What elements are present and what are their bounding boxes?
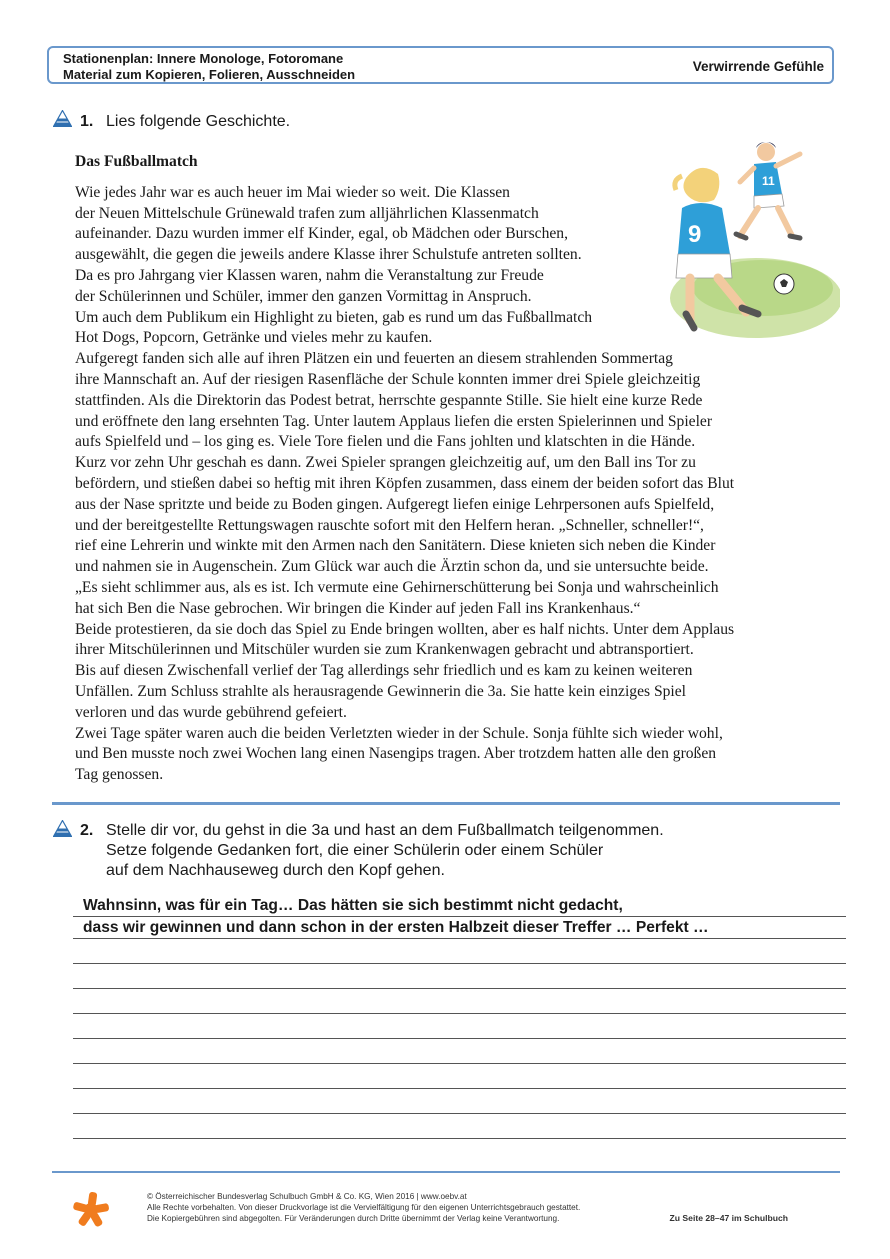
story-line: Zwei Tage später waren auch die beiden Verletzten wieder in der Schule. Sonja fühlte sich wieder wohl, — [75, 724, 723, 742]
story-line: verloren und das wurde gebührend gefeiert. — [75, 703, 347, 721]
header-line-2: Material zum Kopieren, Folieren, Ausschneiden — [63, 67, 356, 82]
task-2-number: 2. — [80, 822, 94, 839]
writing-line — [73, 916, 846, 917]
story-line: hat sich Ben die Nase gebrochen. Wir bringen die Kinder auf jeden Fall ins Krankenhaus.“ — [75, 599, 641, 617]
story-line: der Neuen Mittelschule Grünewald trafen zum alljährlichen Klassenmatch — [75, 204, 539, 222]
story-line: und Ben musste noch zwei Wochen lang einen Nasengips tragen. Aber trotzdem hatten alle den großen — [75, 745, 717, 763]
footer-divider — [52, 1171, 840, 1173]
svg-text:11: 11 — [762, 174, 775, 188]
writing-line — [73, 1038, 846, 1039]
writing-line — [73, 963, 846, 964]
pyramid-difficulty-icon — [53, 820, 72, 837]
story-line: und der bereitgestellte Rettungswagen rauschte sofort mit den Helfern heran. „Schneller, schneller!“, — [75, 516, 704, 534]
header-topic: Verwirrende Gefühle — [692, 59, 824, 74]
story-title: Das Fußballmatch — [75, 153, 198, 170]
writing-line — [73, 1138, 846, 1139]
story-line: und eröffnete den lang ersehnten Tag. Unter lautem Applaus liefen die ersten Spielerinnen und Spieler — [75, 412, 713, 430]
story-line: ihre Mannschaft an. Auf der riesigen Rasenfläche der Schule konnten immer drei Spiele gleichzeitig — [75, 370, 701, 388]
story-line: Hot Dogs, Popcorn, Getränke und vieles mehr zu kaufen. — [75, 329, 433, 347]
writing-line — [73, 1088, 846, 1089]
player-back-icon — [736, 142, 800, 238]
writing-line — [73, 1013, 846, 1014]
footer-line-1: © Österreichischer Bundesverlag Schulbuch GmbH & Co. KG, Wien 2016 | www.oebv.at — [147, 1192, 467, 1201]
footer-line-2: Alle Rechte vorbehalten. Von dieser Druckvorlage ist die Vervielfältigung für den eigenen Unterrichtsgebrauch gestattet. — [147, 1202, 581, 1212]
story-line: „Es sieht schlimmer aus, als es ist. Ich vermute eine Gehirnerschütterung bei Sonja und wahrscheinlich — [75, 578, 719, 596]
writing-line — [73, 988, 846, 989]
writing-line — [73, 1113, 846, 1114]
story-line: Unfällen. Zum Schluss strahlte als herausragende Gewinnerin die 3a. Sie hatte kein einziges Spiel — [75, 682, 687, 700]
story-line: ihrer Mitschülerinnen und Mitschüler wurden sie zum Krankenwagen gebracht und abtransportiert. — [75, 641, 694, 659]
story-line: Aufgeregt fanden sich alle auf ihren Plätzen ein und feuerten an diesem strahlenden Sommertag — [75, 350, 673, 368]
story-line: Da es pro Jahrgang vier Klassen waren, nahm die Veranstaltung zur Freude — [75, 266, 544, 284]
task-1-number: 1. — [80, 113, 94, 130]
task-2-line-1: Stelle dir vor, du gehst in die 3a und hast an dem Fußballmatch teilgenommen. — [106, 822, 664, 839]
prompt-line-1: Wahnsinn, was für ein Tag… Das hätten sie sich bestimmt nicht gedacht, — [83, 897, 623, 914]
story-line: der Schülerinnen und Schüler, immer den ganzen Vormittag in Anspruch. — [75, 287, 532, 305]
story-line: Beide protestieren, da sie doch das Spiel zu Ende bringen wollten, aber es half nichts. Unter dem Applaus — [75, 620, 735, 638]
writing-line — [73, 1063, 846, 1064]
task-2-instruction — [106, 821, 664, 881]
story-line: aufeinander. Dazu wurden immer elf Kinder, egal, ob Mädchen oder Burschen, — [75, 225, 568, 243]
writing-line — [73, 938, 846, 939]
story-line: stattfinden. Als die Direktorin das Podest betrat, herrschte gespannte Stille. Sie hielt eine kurze Rede — [75, 391, 703, 409]
oebv-logo-icon — [72, 1190, 110, 1230]
story-line: Wie jedes Jahr war es auch heuer im Mai wieder so weit. Die Klassen — [75, 183, 510, 201]
footer-line-3: Die Kopiergebühren sind abgegolten. Für Veränderungen durch Dritte übernimmt der Verlag keine Verantwortung. — [147, 1213, 560, 1223]
story-line: Kurz vor zehn Uhr geschah es dann. Zwei Spieler sprangen gleichzeitig auf, um den Ball ins Tor zu — [75, 454, 696, 472]
pyramid-difficulty-icon — [53, 110, 72, 127]
story-line: befördern, und stießen dabei so heftig mit ihren Köpfen zusammen, dass einem der beiden sofort das Blut — [75, 474, 735, 492]
story-line: Bis auf diesen Zwischenfall verlief der Tag allerdings sehr friedlich und es kam zu keinen weiteren — [75, 662, 693, 680]
section-divider — [52, 802, 840, 805]
story-line: Tag genossen. — [75, 766, 164, 784]
task-2-line-2: Setze folgende Gedanken fort, die einer Schülerin oder einem Schüler — [106, 842, 604, 859]
svg-text:9: 9 — [688, 221, 702, 248]
prompt-line-2: dass wir gewinnen und dann schon in der ersten Halbzeit dieser Treffer … Perfekt … — [83, 919, 709, 936]
header-series-title — [63, 51, 355, 83]
soccer-ball-icon — [774, 274, 794, 294]
footer-copyright — [147, 1192, 580, 1224]
story-line: rief eine Lehrerin und winkte mit den Armen nach den Sanitätern. Diese knieten sich neben die Kinder — [75, 537, 716, 555]
task-1-instruction: Lies folgende Geschichte. — [106, 113, 291, 130]
story-line: ausgewählt, die gegen die jeweils andere Klasse ihrer Schulstufe antreten sollten. — [75, 246, 582, 264]
soccer-players-illustration — [668, 138, 840, 343]
story-line: aufs Spielfeld und – los ging es. Viele Tore fielen und die Fans johlten und klatschten in die Hände. — [75, 433, 696, 451]
story-line: aus der Nase spritzte und beide zu Boden gingen. Aufgeregt liefen einige Lehrpersonen aufs Spielfeld, — [75, 495, 715, 513]
story-line: und nahmen sie in Augenschein. Zum Glück war auch die Ärztin schon da, und sie untersuchte beide. — [75, 558, 709, 576]
story-line: Um auch dem Publikum ein Highlight zu bieten, gab es rund um das Fußballmatch — [75, 308, 593, 326]
task-2-line-3: auf dem Nachhauseweg durch den Kopf gehen. — [106, 862, 445, 879]
footer-page-reference: Zu Seite 28–47 im Schulbuch — [669, 1213, 788, 1223]
header-box — [47, 46, 834, 84]
header-line-1: Stationenplan: Innere Monologe, Fotoromane — [63, 51, 344, 66]
